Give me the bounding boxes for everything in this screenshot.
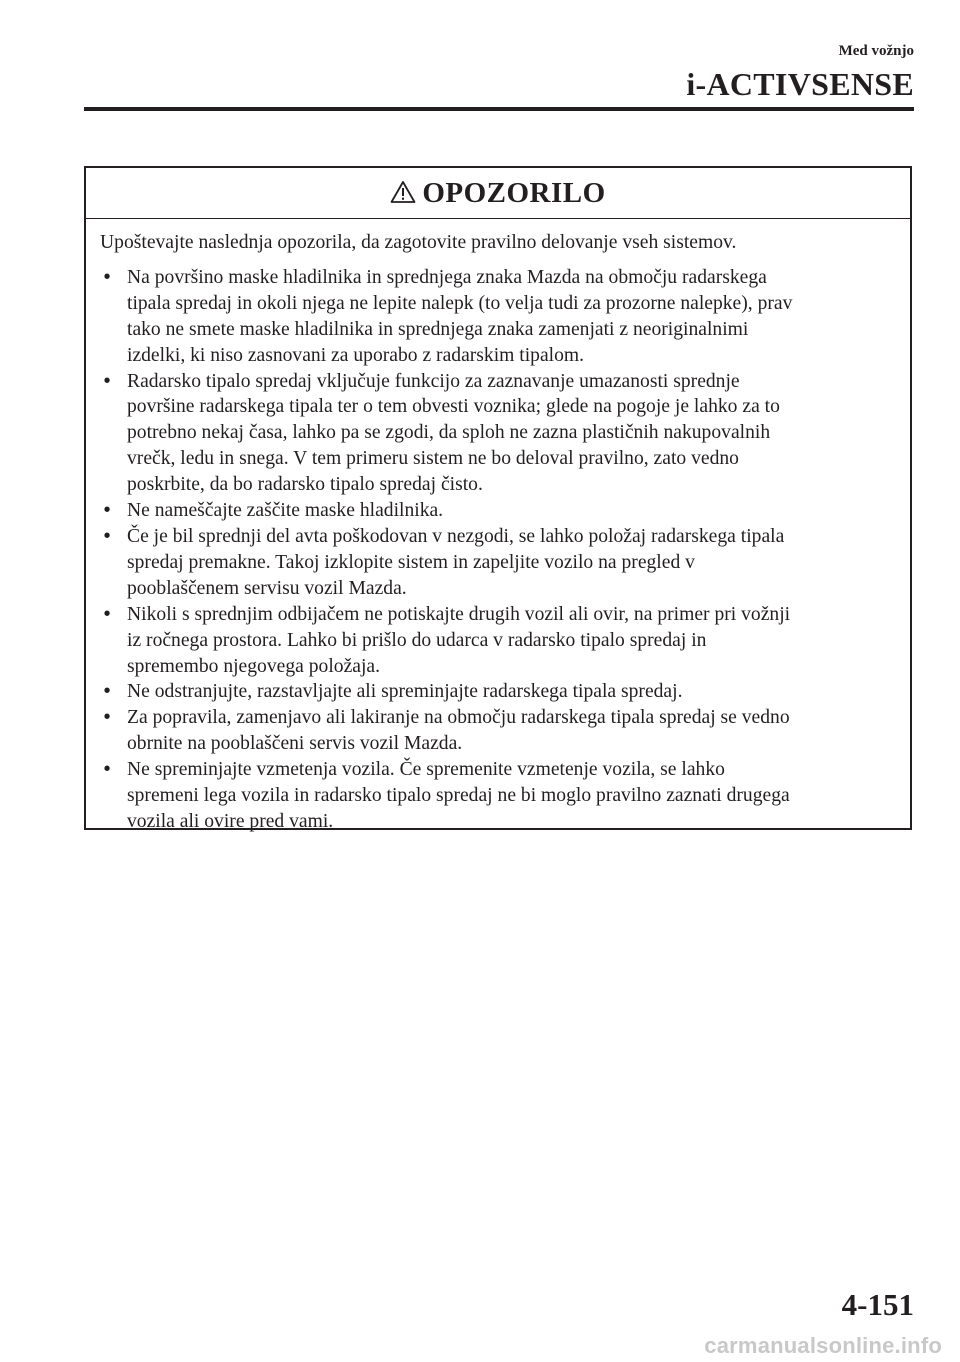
text-line: iz ročnega prostora. Lahko bi prišlo do udarca v radarsko tipalo spredaj in: [127, 629, 707, 651]
list-item: [100, 757, 896, 835]
text-line: obrnite na pooblaščeni servis vozil Mazda.: [127, 733, 463, 755]
bullet-icon: •: [103, 603, 111, 625]
text-line: spredaj premakne. Takoj izklopite sistem in zapeljite vozilo na pregled v: [127, 551, 695, 573]
bullet-icon: •: [103, 681, 111, 703]
list-item: [100, 498, 896, 524]
text-line: Za popravila, zamenjavo ali lakiranje na območju radarskega tipala spredaj se vedno: [127, 707, 790, 729]
list-item: [100, 705, 896, 757]
text-line: pooblaščenem servisu vozil Mazda.: [127, 577, 407, 599]
bullet-icon: •: [103, 525, 111, 547]
list-item: [100, 369, 896, 499]
text-line: poskrbite, da bo radarsko tipalo spredaj čisto.: [127, 474, 483, 496]
text-line: Če je bil sprednji del avta poškodovan v nezgodi, se lahko položaj radarskega tipala: [127, 525, 785, 547]
list-item: [100, 679, 896, 705]
bullet-icon: •: [103, 266, 111, 288]
section-label: Med vožnjo: [838, 43, 914, 59]
warning-title: OPOZORILO: [422, 176, 606, 209]
text-line: vozila ali ovire pred vami.: [127, 810, 334, 832]
text-line: Radarsko tipalo spredaj vključuje funkcijo za zaznavanje umazanosti sprednje: [127, 370, 740, 392]
header-rule: [84, 107, 914, 111]
text-line: izdelki, ki niso zasnovani za uporabo z radarskim tipalom.: [127, 344, 585, 366]
page-header: [686, 42, 914, 102]
text-line: spremeni lega vozila in radarsko tipalo spredaj ne bi moglo pravilno zaznati drugega: [127, 785, 790, 807]
warning-intro: Upoštevajte naslednja opozorila, da zagotovite pravilno delovanje vseh sistemov.: [100, 232, 737, 253]
text-line: Ne odstranjujte, razstavljajte ali spreminjajte radarskega tipala spredaj.: [127, 681, 683, 703]
text-line: Ne nameščajte zaščite maske hladilnika.: [127, 500, 444, 522]
text-line: spremembo njegovega položaja.: [127, 655, 380, 677]
text-line: Ne spreminjajte vzmetenja vozila. Če spremenite vzmetenje vozila, se lahko: [127, 759, 725, 781]
warning-body: [86, 219, 910, 835]
bullet-icon: •: [103, 500, 111, 522]
bullet-icon: •: [103, 759, 111, 781]
text-line: tako ne smete maske hladilnika in sprednjega znaka zamenjati z neoriginalnimi: [127, 318, 749, 340]
watermark: carmanualsonline.info: [704, 1333, 942, 1358]
text-line: Na površino maske hladilnika in sprednjega znaka Mazda na območju radarskega: [127, 266, 767, 288]
list-item: [100, 602, 896, 680]
bullet-icon: •: [103, 370, 111, 392]
warning-box: [84, 166, 912, 830]
warning-list: [100, 265, 896, 835]
chapter-title: i-ACTIVSENSE: [686, 66, 914, 102]
bullet-icon: •: [103, 707, 111, 729]
text-line: Nikoli s sprednjim odbijačem ne potiskajte drugih vozil ali ovir, na primer pri vožnji: [127, 603, 791, 625]
text-line: tipala spredaj in okoli njega ne lepite nalepk (to velja tudi za prozorne nalepke), prav: [127, 292, 793, 314]
warning-header: [86, 168, 910, 219]
text-line: vrečk, ledu in snega. V tem primeru sistem ne bo deloval pravilno, zato vedno: [127, 448, 739, 470]
text-line: potrebno nekaj časa, lahko pa se zgodi, da sploh ne zazna plastičnih nakupovalnih: [127, 422, 771, 444]
list-item: [100, 265, 896, 369]
warning-triangle-icon: [390, 180, 416, 204]
text-line: površine radarskega tipala ter o tem obvesti voznika; glede na pogoje je lahko za to: [127, 396, 780, 418]
page-number: 4-151: [841, 1287, 914, 1322]
list-item: [100, 524, 896, 602]
